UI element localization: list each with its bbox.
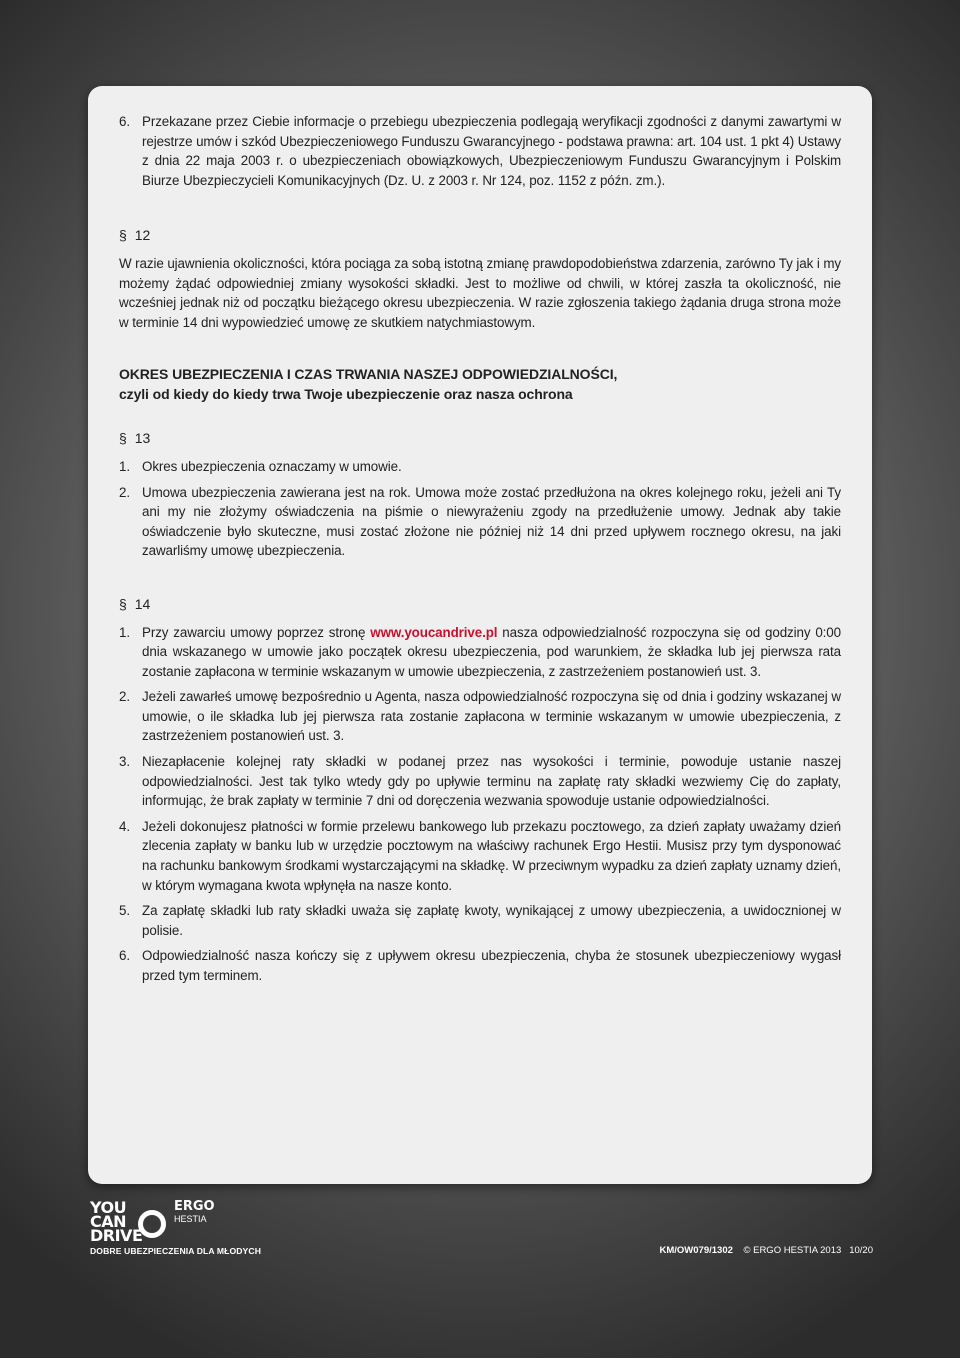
- item-text: Przekazane przez Ciebie informacje o przebiegu ubezpieczenia podlegają weryfikacji zgodności z danymi zawartymi w rejestrze umów i szkód Ubezpieczeniowego Funduszu Gwarancyjnego - podstawa prawna: art. 104 ust. 1 pkt 4) Ustawy z dnia 22 maja 2003 r. o ubezpieczeniach obowiązkowych, Ubezpieczeniowym Funduszu Gwarancyjnym i Polskim Biurze Ubezpieczycieli Komunikacyjnych (Dz. U. z 2003 r. Nr 124, poz. 1152 z późn. zm.).: [142, 114, 841, 188]
- item-number: 2.: [119, 689, 130, 705]
- section-number: 13: [134, 430, 151, 447]
- copyright: © ERGO HESTIA 2013: [743, 1245, 842, 1256]
- item-text-after: nasza odpowiedzialność rozpoczyna się od godziny 0:00 dnia wskazanego w umowie jako początek okresu ubezpieczenia, pod warunkiem, że składka lub jej pierwsza rata zostanie zapłacona w terminie wskazanym w umowie ubezpieczenia, z zastrzeżeniem postanowień ust. 3.: [142, 624, 841, 679]
- logo-hestia: HESTIA: [174, 1214, 207, 1224]
- heading-line-1: OKRES UBEZPIECZENIA I CZAS TRWANIA NASZEJ ODPOWIEDZIALNOŚCI,: [119, 366, 618, 383]
- section-number: 12: [134, 227, 151, 244]
- section-sign: §: [119, 227, 127, 244]
- list-item: [119, 946, 841, 985]
- target-ring-icon: [138, 1210, 166, 1238]
- item-number: 3.: [119, 754, 130, 770]
- page-number: 10/20: [849, 1245, 873, 1256]
- heading-line-2: czyli od kiedy do kiedy trwa Twoje ubezpieczenie oraz nasza ochrona: [119, 386, 573, 403]
- section-12-text: W razie ujawnienia okoliczności, która pociąga za sobą istotną zmianę prawdopodobieństwa zdarzenia, zarówno Ty jak i my możemy żądać odpowiedniej zmiany wysokości składki. Jest to możliwe od chwili, w której zaszła ta okoliczność, nie wcześniej jednak niż od początku bieżącego okresu ubezpieczenia. W razie zgłoszenia takiego żądania druga strona może w terminie 14 dni wypowiedzieć umowę ze skutkiem natychmiastowym.: [119, 255, 841, 330]
- page-footer: [660, 1245, 874, 1256]
- logo-word-can: CAN: [90, 1212, 127, 1231]
- list-item: [119, 817, 841, 895]
- youcandrive-logo: [90, 1200, 290, 1270]
- list-item: [119, 457, 841, 477]
- item-text: [142, 623, 841, 682]
- item-number: 2.: [119, 484, 130, 500]
- list-item: [119, 483, 841, 561]
- item-text: Jeżeli zawarłeś umowę bezpośrednio u Agenta, nasza odpowiedzialność rozpoczyna się od dnia i godziny wskazanej w umowie, o ile składka lub jej pierwsza rata zostanie zapłacona w terminie wskazanym w umowie ubezpieczenia, z zastrzeżeniem postanowień ust. 3.: [142, 689, 841, 744]
- item-text: Okres ubezpieczenia oznaczamy w umowie.: [142, 458, 402, 474]
- section-number: 14: [134, 595, 151, 612]
- website-link[interactable]: www.youcandrive.pl: [370, 624, 498, 640]
- logo-tagline: DOBRE UBEZPIECZENIA DLA MŁODYCH: [90, 1246, 261, 1256]
- document-code: KM/OW079/1302: [659, 1245, 733, 1256]
- item-text: Umowa ubezpieczenia zawierana jest na rok. Umowa może zostać przedłużona na okres kolejnego roku, jeżeli ani Ty ani my nie złożymy oświadczenia na piśmie o niewyrażeniu zgody na przedłużenie umowy. Jednak aby takie oświadczenie było skuteczne, musi zostać złożone nie później niż 14 dni przed upływem rocznego okresu, na jaki zawarliśmy umowę ubezpieczenia.: [142, 484, 841, 559]
- logo-word-drive: DRIVE: [90, 1226, 143, 1245]
- list-item: [119, 901, 841, 940]
- list-item: [119, 687, 841, 746]
- item-number: 4.: [119, 818, 130, 834]
- item-text: Niezapłacenie kolejnej raty składki w podanej przez nas wysokości i terminie, powoduje ustanie naszej odpowiedzialności. Jest tak tylko wtedy gdy po upływie terminu na zapłatę raty składki wezwiemy Cię do zapłaty, informując, że brak zapłaty w terminie 7 dni od doręczenia wezwania spowoduje ustanie odpowiedzialności.: [142, 754, 841, 809]
- section-sign: §: [119, 430, 127, 447]
- list-item: [119, 623, 841, 682]
- document-content: [119, 112, 841, 986]
- section-14-title: [119, 595, 841, 615]
- list-item: [119, 112, 841, 190]
- logo-ergo: ERGO: [174, 1199, 215, 1214]
- item-number: 1.: [119, 458, 130, 474]
- item-number: 1.: [119, 624, 130, 640]
- item-text: Jeżeli dokonujesz płatności w formie przelewu bankowego lub przekazu pocztowego, za dzień zapłaty uważamy dzień zlecenia zapłaty w banku lub w urzędzie pocztowym na właściwy rachunek Ergo Hestii. Musisz przy tym dysponować na rachunku bankowym środkami wystarczającymi na składkę. W przeciwnym wypadku za dzień zapłaty uznamy dzień, w którym wymagana kwota wpłynęła na nasze konto.: [142, 818, 841, 893]
- section-12-title: [119, 226, 841, 246]
- item-number: 5.: [119, 903, 130, 919]
- item-text: Odpowiedzialność nasza kończy się z upływem okresu ubezpieczenia, chyba że stosunek ubezpieczeniowy wygasł przed tym terminem.: [142, 948, 841, 983]
- item-number: 6.: [119, 114, 130, 129]
- section-13-title: [119, 429, 841, 449]
- item-text-before: Przy zawarciu umowy poprzez stronę: [142, 624, 371, 640]
- section-heading: [119, 364, 841, 404]
- item-number: 6.: [119, 948, 130, 964]
- section-sign: §: [119, 595, 127, 612]
- item-text: Za zapłatę składki lub raty składki uważa się zapłatę kwoty, wynikającej z umowy ubezpieczenia, a uwidocznionej w polisie.: [142, 903, 841, 938]
- list-item: [119, 752, 841, 811]
- logo-word-you: YOU: [90, 1198, 127, 1217]
